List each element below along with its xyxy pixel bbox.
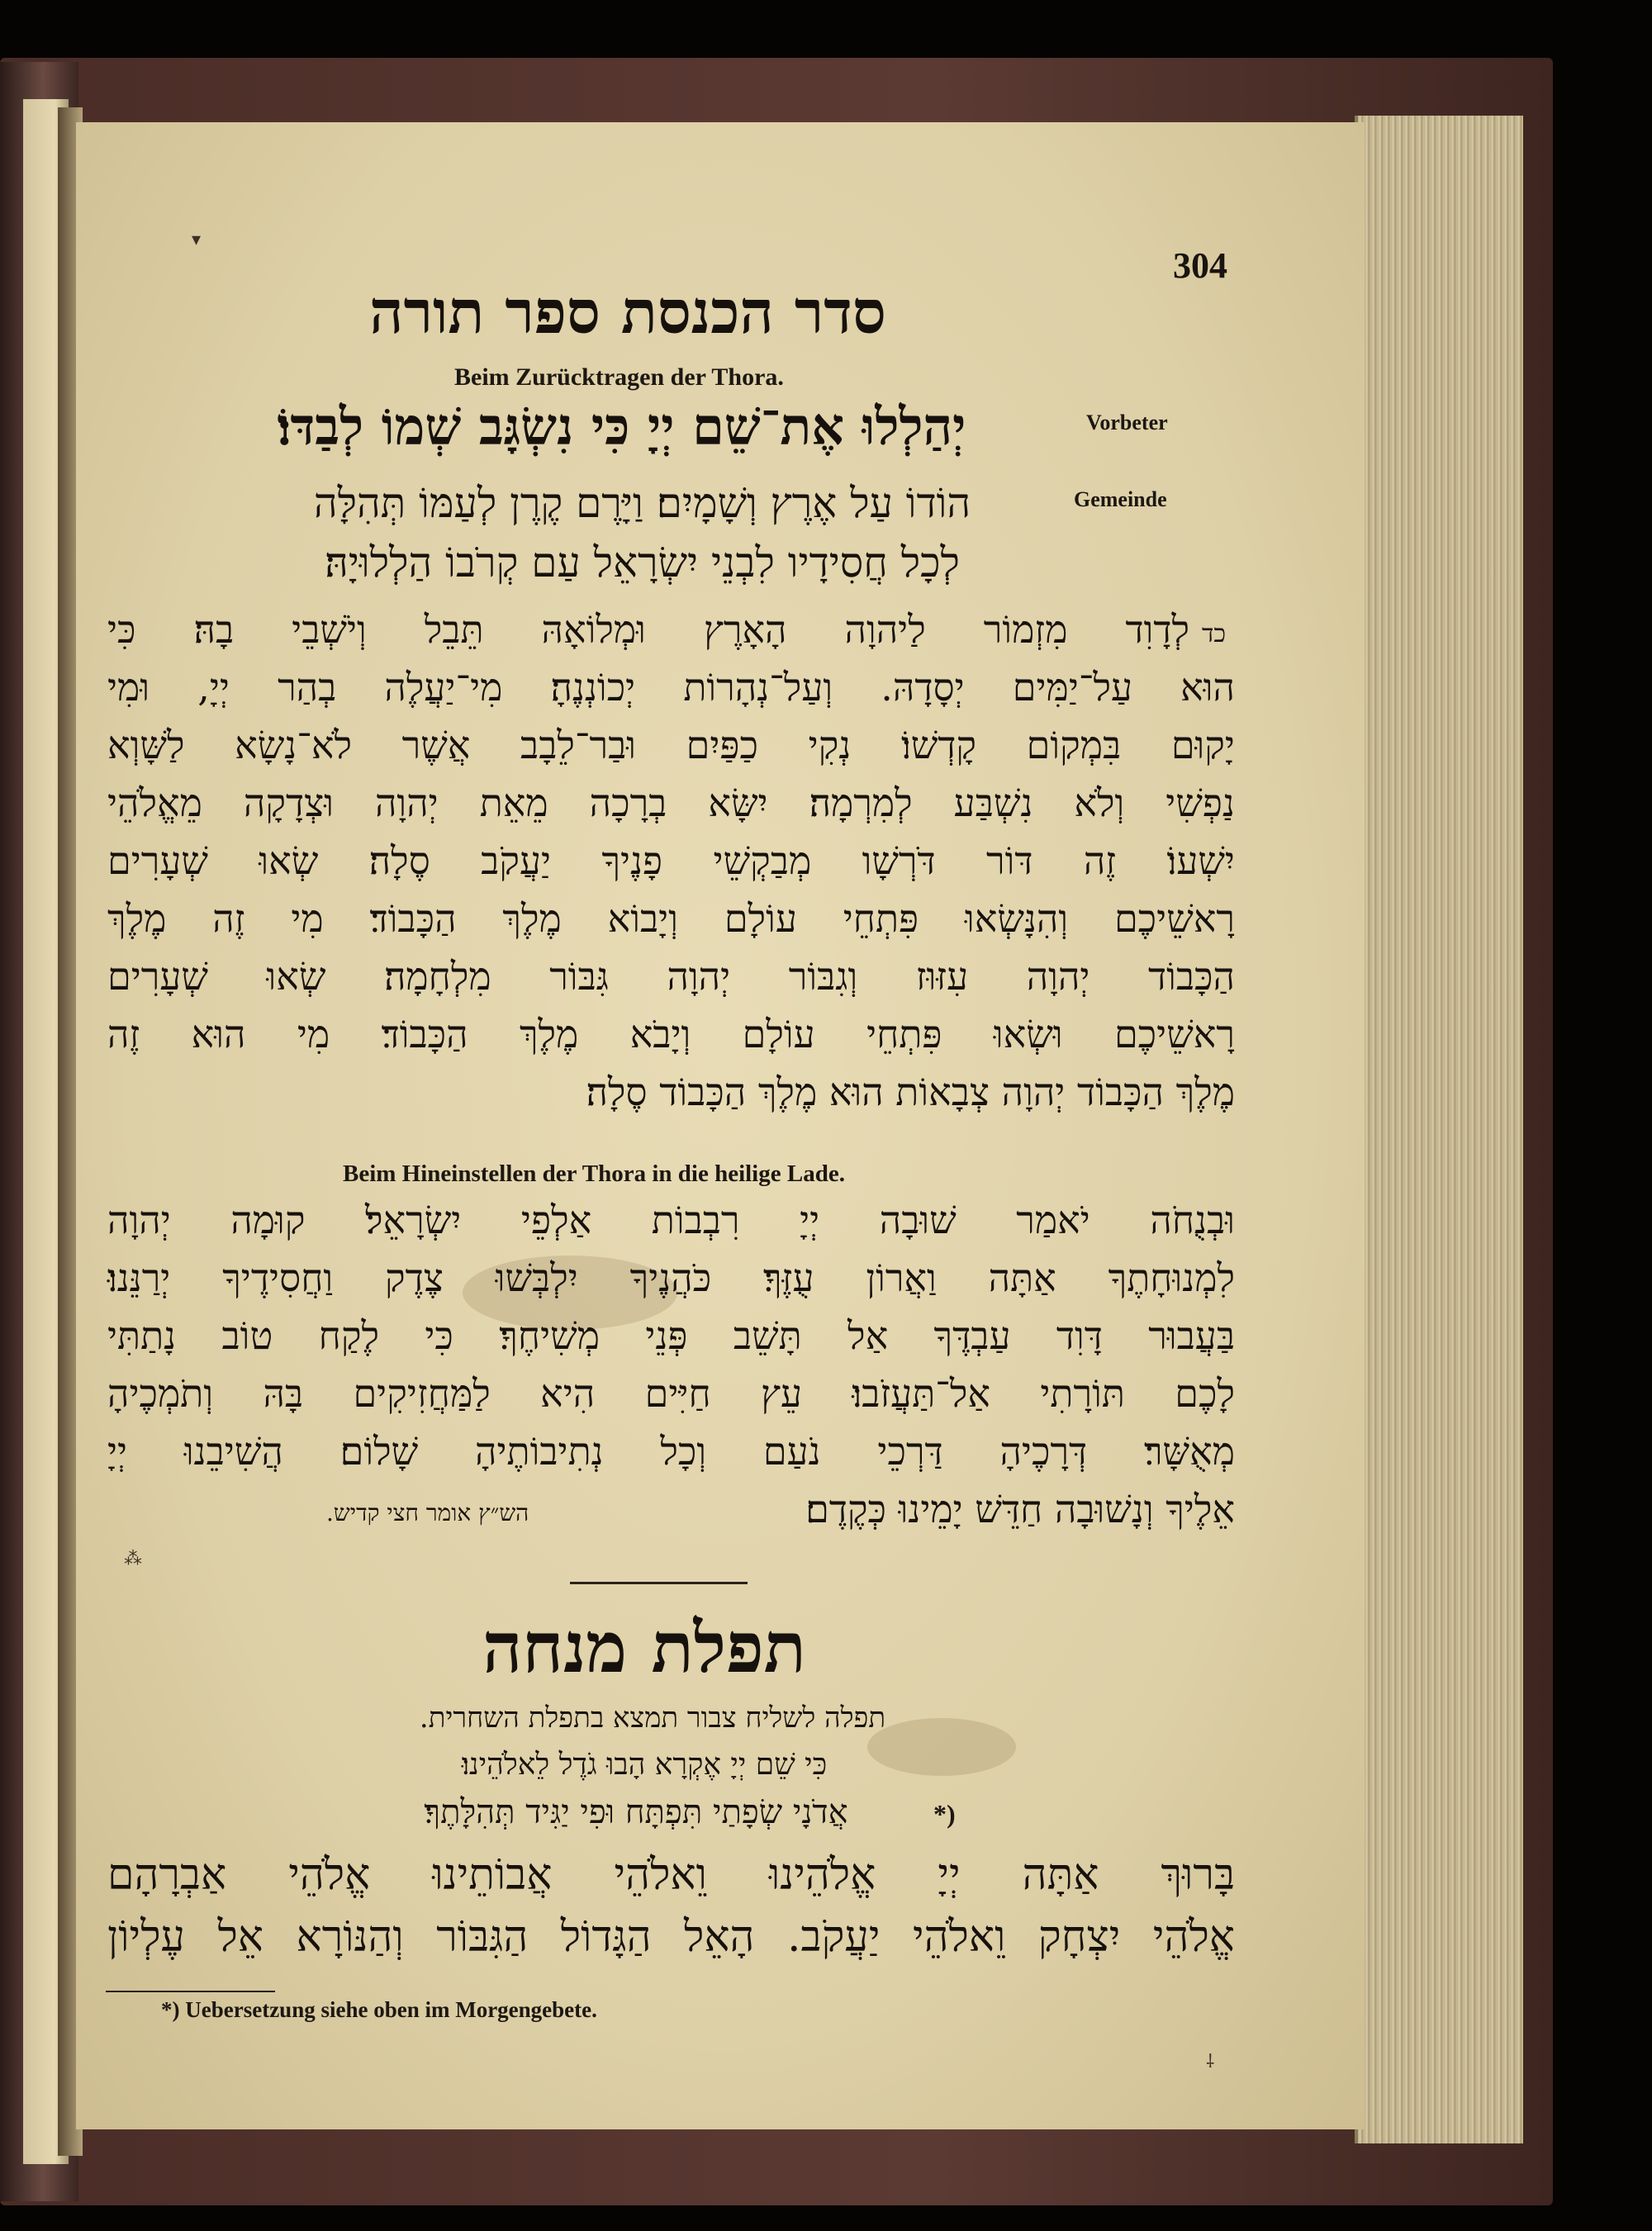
minchah-title: תפלת מנחה [482,1607,806,1688]
ink-speck: ⁂ [124,1549,142,1569]
page-fore-edge [1355,116,1523,2143]
role-label-reader: Vorbeter [1086,411,1168,434]
section-subtitle: Beim Zurücktragen der Thora. [454,363,784,391]
psalm-line: הוּא עַל־יַמִּים יְסָדָהּ. וְעַל־נְהָרוֹת יְכוֹנְנֶהָ׃ מִי־יַעֲלֶה בְהַר יְיָ, וּמִי [107,665,1235,710]
kaddish-note: הש״ץ אומר חצי קדיש. [326,1499,529,1526]
section-divider [570,1582,748,1584]
psalm-line: רָאשֵׁיכֶם וּשְׂאוּ פִּתְחֵי עוֹלָם וְיָבֹא מֶלֶךְ הַכָּבוֹד׃ מִי הוּא זֶה [107,1012,1235,1056]
amidah-line: בָּרוּךְ אַתָּה יְיָ אֱלֹהֵינוּ וֵאלֹהֵי אֲבוֹתֵינוּ אֱלֹהֵי אַבְרָהָם [107,1850,1235,1900]
footnote-divider [106,1991,275,1992]
amidah-line: אֱלֹהֵי יִצְחָק וֵאלֹהֵי יַעֲקֹב. הָאֵל הַגָּדוֹל הַגִּבּוֹר וְהַנּוֹרָא אֵל עֶלְיוֹן [107,1912,1235,1962]
prayer-line: וּבְנֻחֹה יֹאמַר שׁוּבָה יְיָ רִבְבוֹת אַלְפֵי יִשְׂרָאֵל׃ קוּמָה יְהוָה [107,1198,1235,1242]
psalm-line: מֶלֶךְ הַכָּבוֹד יְהוָה צְבָאוֹת הוּא מֶלֶךְ הַכָּבוֹד סֶלָה׃ [586,1070,1235,1114]
section-caption: Beim Hineinstellen der Thora in die heilige Lade. [343,1161,845,1187]
section-title: סדר הכנסת ספר תורה [369,277,886,347]
psalm-line: יָקוּם בִּמְקוֹם קָדְשׁוֹ׃ נְקִי כַפַּיִם וּבַר־לֵבָב אֲשֶׁר לֹא־נָשָׂא לַשָּׁוְא [107,723,1235,767]
congregation-line: הוֹדוֹ עַל אֶרֶץ וְשָׁמָיִם׃ וַיָּרֶם קֶרֶן לְעַמּוֹ תְּהִלָּה [313,479,971,527]
minchah-verse: כִּי שֵׁם יְיָ אֶקְרָא הָבוּ גֹדֶל לֵאלֹהֵינוּ׃ [461,1748,828,1782]
psalm-line: רָאשֵׁיכֶם וְהִנָּשְׂאוּ פִּתְחֵי עוֹלָם וְיָבוֹא מֶלֶךְ הַכָּבוֹד׃ מִי זֶה מֶלֶךְ [107,896,1235,941]
prayer-line: בַּעֲבוּר דָּוִד עַבְדֶּךָ אַל תָּשֵׁב פְּנֵי מְשִׁיחֶךָ׃ כִּי לֶקַח טוֹב נָתַתִּי [107,1313,1235,1358]
minchah-instruction: תפלה לשליח צבור תמצא בתפלת השחרית. [419,1702,886,1735]
minchah-verse: אֲדֹנָי שְׂפָתַי תִּפְתָּח וּפִי יַגִּיד תְּהִלָּתֶךָ׃ [424,1793,848,1831]
congregation-line: לְכָל חֲסִידָיו לִבְנֵי יִשְׂרָאֵל עַם קְרֹבוֹ הַלְלוּיָהּ׃ [325,539,960,586]
role-label-congregation: Gemeinde [1074,487,1167,511]
footnote-marker: *) [933,1799,956,1829]
ink-speck: ▾ [192,230,202,250]
psalm-marker: כד [1202,619,1227,648]
psalm-line: הַכָּבוֹד יְהוָה עִזּוּז וְגִבּוֹר יְהוָה גִּבּוֹר מִלְחָמָה׃ שְׂאוּ שְׁעָרִים [107,954,1235,999]
prayer-line: מְאֻשָּׁר׃ דְּרָכֶיהָ דַּרְכֵי נֹעַם וְכָל נְתִיבוֹתֶיהָ שָׁלוֹם׃ הֲשִׁיבֵנוּ יְיָ [107,1429,1235,1474]
footnote: *) Uebersetzung siehe oben im Morgengebete. [161,1997,597,2022]
ink-speck: ⸸ [1206,2052,1215,2072]
prayer-line: לָכֶם תּוֹרָתִי אַל־תַּעֲזֹבוּ׃ עֵץ חַיִּים הִיא לַמַּחֲזִיקִים בָּהּ וְתֹמְכֶיהָ [107,1371,1235,1416]
psalm-line: נַפְשִׁי וְלֹא נִשְׁבַּע לְמִרְמָה׃ יִשָּׂא בְרָכָה מֵאֵת יְהוָה וּצְדָקָה מֵאֱלֹהֵי [107,781,1235,825]
page-number: 304 [1173,245,1227,286]
psalm-line: לְדָוִד מִזְמוֹר לַיהוָה הָאָרֶץ וּמְלוֹאָהּ תֵּבֵל וְיֹשְׁבֵי בָהּ׃ כִּי [107,607,1189,652]
prayer-line: אֵלֶיךָ וְנָשׁוּבָה חַדֵּשׁ יָמֵינוּ כְּקֶדֶם׃ [805,1487,1235,1531]
psalm-line: יִשְׁעוֹ׃ זֶה דּוֹר דֹּרְשָׁו מְבַקְשֵׁי פָנֶיךָ יַעֲקֹב סֶלָה׃ שְׂאוּ שְׁעָרִים [107,838,1235,883]
prayer-line: לִמְנוּחָתֶךָ אַתָּה וַאֲרוֹן עֻזֶּךָ׃ כֹּהֲנֶיךָ יִלְבְּשׁוּ צֶדֶק וַחֲסִידֶיךָ יְרַנֵּנוּ׃ [107,1256,1235,1300]
reader-line: יְהַלְלוּ אֶת־שֵׁם יְיָ כִּי נִשְׂגָּב שְׁמוֹ לְבַדּוֹ׃ [277,396,966,457]
